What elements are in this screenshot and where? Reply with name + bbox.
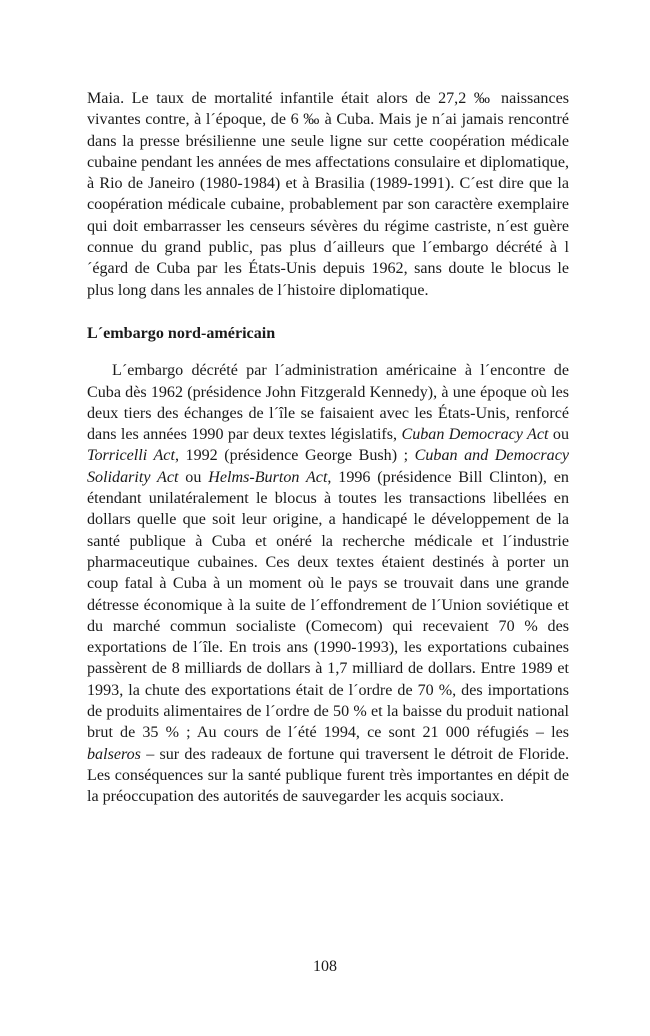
text-run: L´embargo décrété par l´administration américaine à l´encontre de Cuba dès 1962 (présidence John Fitzgerald Kennedy), à une époque où les deux tiers des échanges de l´île se faisaient avec les États-Unis, renforcé dans les années 1990 par deux textes législatifs, bbox=[87, 362, 569, 444]
paragraph-cuban-medical-cooperation: Maia. Le taux de mortalité infantile était alors de 27,2 ‰ naissances vivantes contre, à l´époque, de 6 ‰ à Cuba. Mais je n´ai jamais rencontré dans la presse brésilienne une seule ligne sur cette coopération médicale cubaine pendant les années de mes affectations consulaire et diplomatique, à Rio de Janeiro (1980-1984) et à Brasilia (1989-1991). C´est dire que la coopération médicale cubaine, probablement par son caractère exemplaire qui doit embarrasser les censeurs sévères du régime castriste, n´est guère connue du grand public, pas plus d´ailleurs que l´embargo décrété à l´égard de Cuba par les États-Unis depuis 1962, sans doute le blocus le plus long dans les annales de l´histoire diplomatique. bbox=[87, 90, 569, 299]
law-title-cuban-democracy-act: Cuban Democracy Act bbox=[401, 426, 549, 444]
paragraph-embargo bbox=[87, 360, 569, 807]
text-run: ou bbox=[178, 468, 209, 486]
section-heading: L´embargo nord-américain bbox=[87, 324, 276, 342]
text-run: , 1996 (présidence Bill Clinton), en étendant unilatéralement le blocus à toutes les transactions libellées en dollars quelle que soit leur origine, a handicapé le développement de la santé publique à Cuba et onéré la recherche médicale et l´industrie pharmaceutique cubaines. Ces deux textes étaient destinés à porter un coup fatal à Cuba à un moment où le pays se trouvait dans une grande détresse économique à la suite de l´effondrement de l´Union soviétique et du marché commun socialiste (Comecom) qui recevaient 70 % des exportations de l´île. En trois ans (1990-1993), les exportations cubaines passèrent de 8 milliards de dollars à 1,7 milliard de dollars. Entre 1989 et 1993, la chute des exportations était de l´ordre de 70 %, des importations de produits alimentaires de l´ordre de 50 % et la baisse du produit national brut de 35 % ; Au cours de l´été 1994, ce sont 21 000 réfugiés – les bbox=[87, 468, 569, 742]
law-title-helms-burton-act: Helms-Burton Act bbox=[208, 468, 328, 486]
page-body bbox=[87, 88, 569, 808]
text-run: – sur des radeaux de fortune qui traversent le détroit de Floride. Les conséquences sur la santé publique furent très importantes en dépit de la préoccupation des autorités de sauvegarder les acquis sociaux. bbox=[87, 745, 569, 806]
term-balseros: balseros bbox=[87, 745, 141, 763]
page-number: 108 bbox=[313, 958, 337, 975]
text-run: ou bbox=[548, 426, 569, 444]
law-title-solidarity-act: Cuban and Democracy Solidarity Act bbox=[87, 447, 569, 486]
text-run: , 1992 (présidence George Bush) ; bbox=[174, 447, 415, 465]
law-title-torricelli-act: Torricelli Act bbox=[87, 447, 175, 465]
